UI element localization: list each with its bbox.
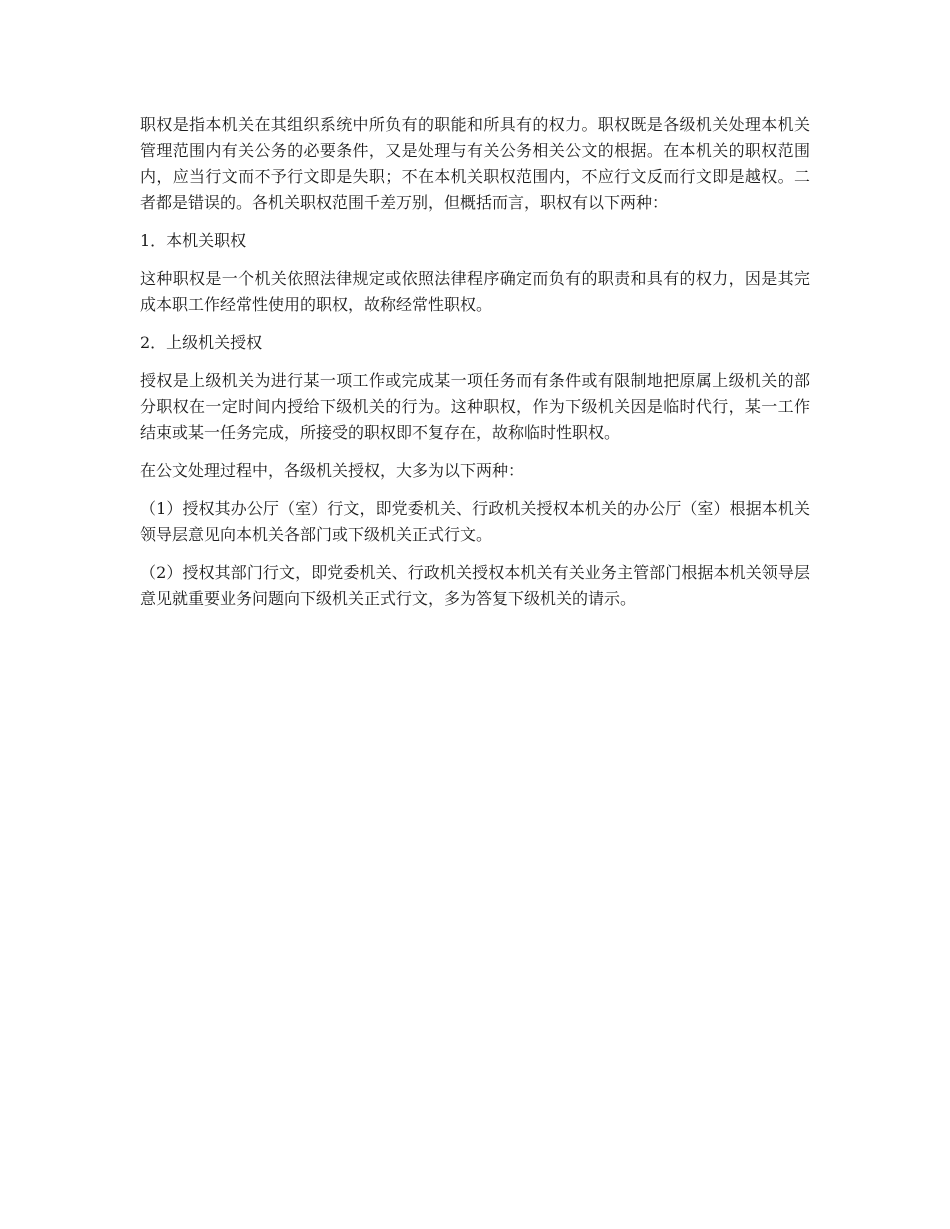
heading-own-authority: 1．本机关职权	[140, 231, 247, 250]
paragraph-definition: 职权是指本机关在其组织系统中所负有的职能和所具有的权力。职权既是各级机关处理本机关管理范围内有关公务的必要条件，又是处理与有关公务相关公文的根据。在本机关的职权范围内，应当行文而不予行文即是失职；不在本机关职权范围内，不应行文反而行文即是越权。二者都是错误的。各机关职权范围千差万别，但概括而言，职权有以下两种：	[140, 115, 810, 212]
heading-delegated-authority: 2．上级机关授权	[140, 333, 263, 352]
paragraph-delegated-authority: 授权是上级机关为进行某一项工作或完成某一项任务而有条件或有限制地把原属上级机关的部分职权在一定时间内授给下级机关的行为。这种职权，作为下级机关因是临时代行，某一工作结束或某一任务完成，所接受的职权即不复存在，故称临时性职权。	[140, 371, 810, 442]
paragraph-delegation-types-intro: 在公文处理过程中，各级机关授权，大多为以下两种：	[140, 461, 525, 480]
paragraph-own-authority: 这种职权是一个机关依照法律规定或依照法律程序确定而负有的职责和具有的权力，因是其完成本职工作经常性使用的职权，故称经常性职权。	[140, 269, 810, 314]
paragraph-delegation-type-2: （2）授权其部门行文，即党委机关、行政机关授权本机关有关业务主管部门根据本机关领导层意见就重要业务问题向下级机关正式行文，多为答复下级机关的请示。	[140, 563, 810, 608]
document-page	[140, 112, 810, 624]
paragraph-delegation-type-1: （1）授权其办公厅（室）行文，即党委机关、行政机关授权本机关的办公厅（室）根据本机关领导层意见向本机关各部门或下级机关正式行文。	[140, 499, 810, 544]
